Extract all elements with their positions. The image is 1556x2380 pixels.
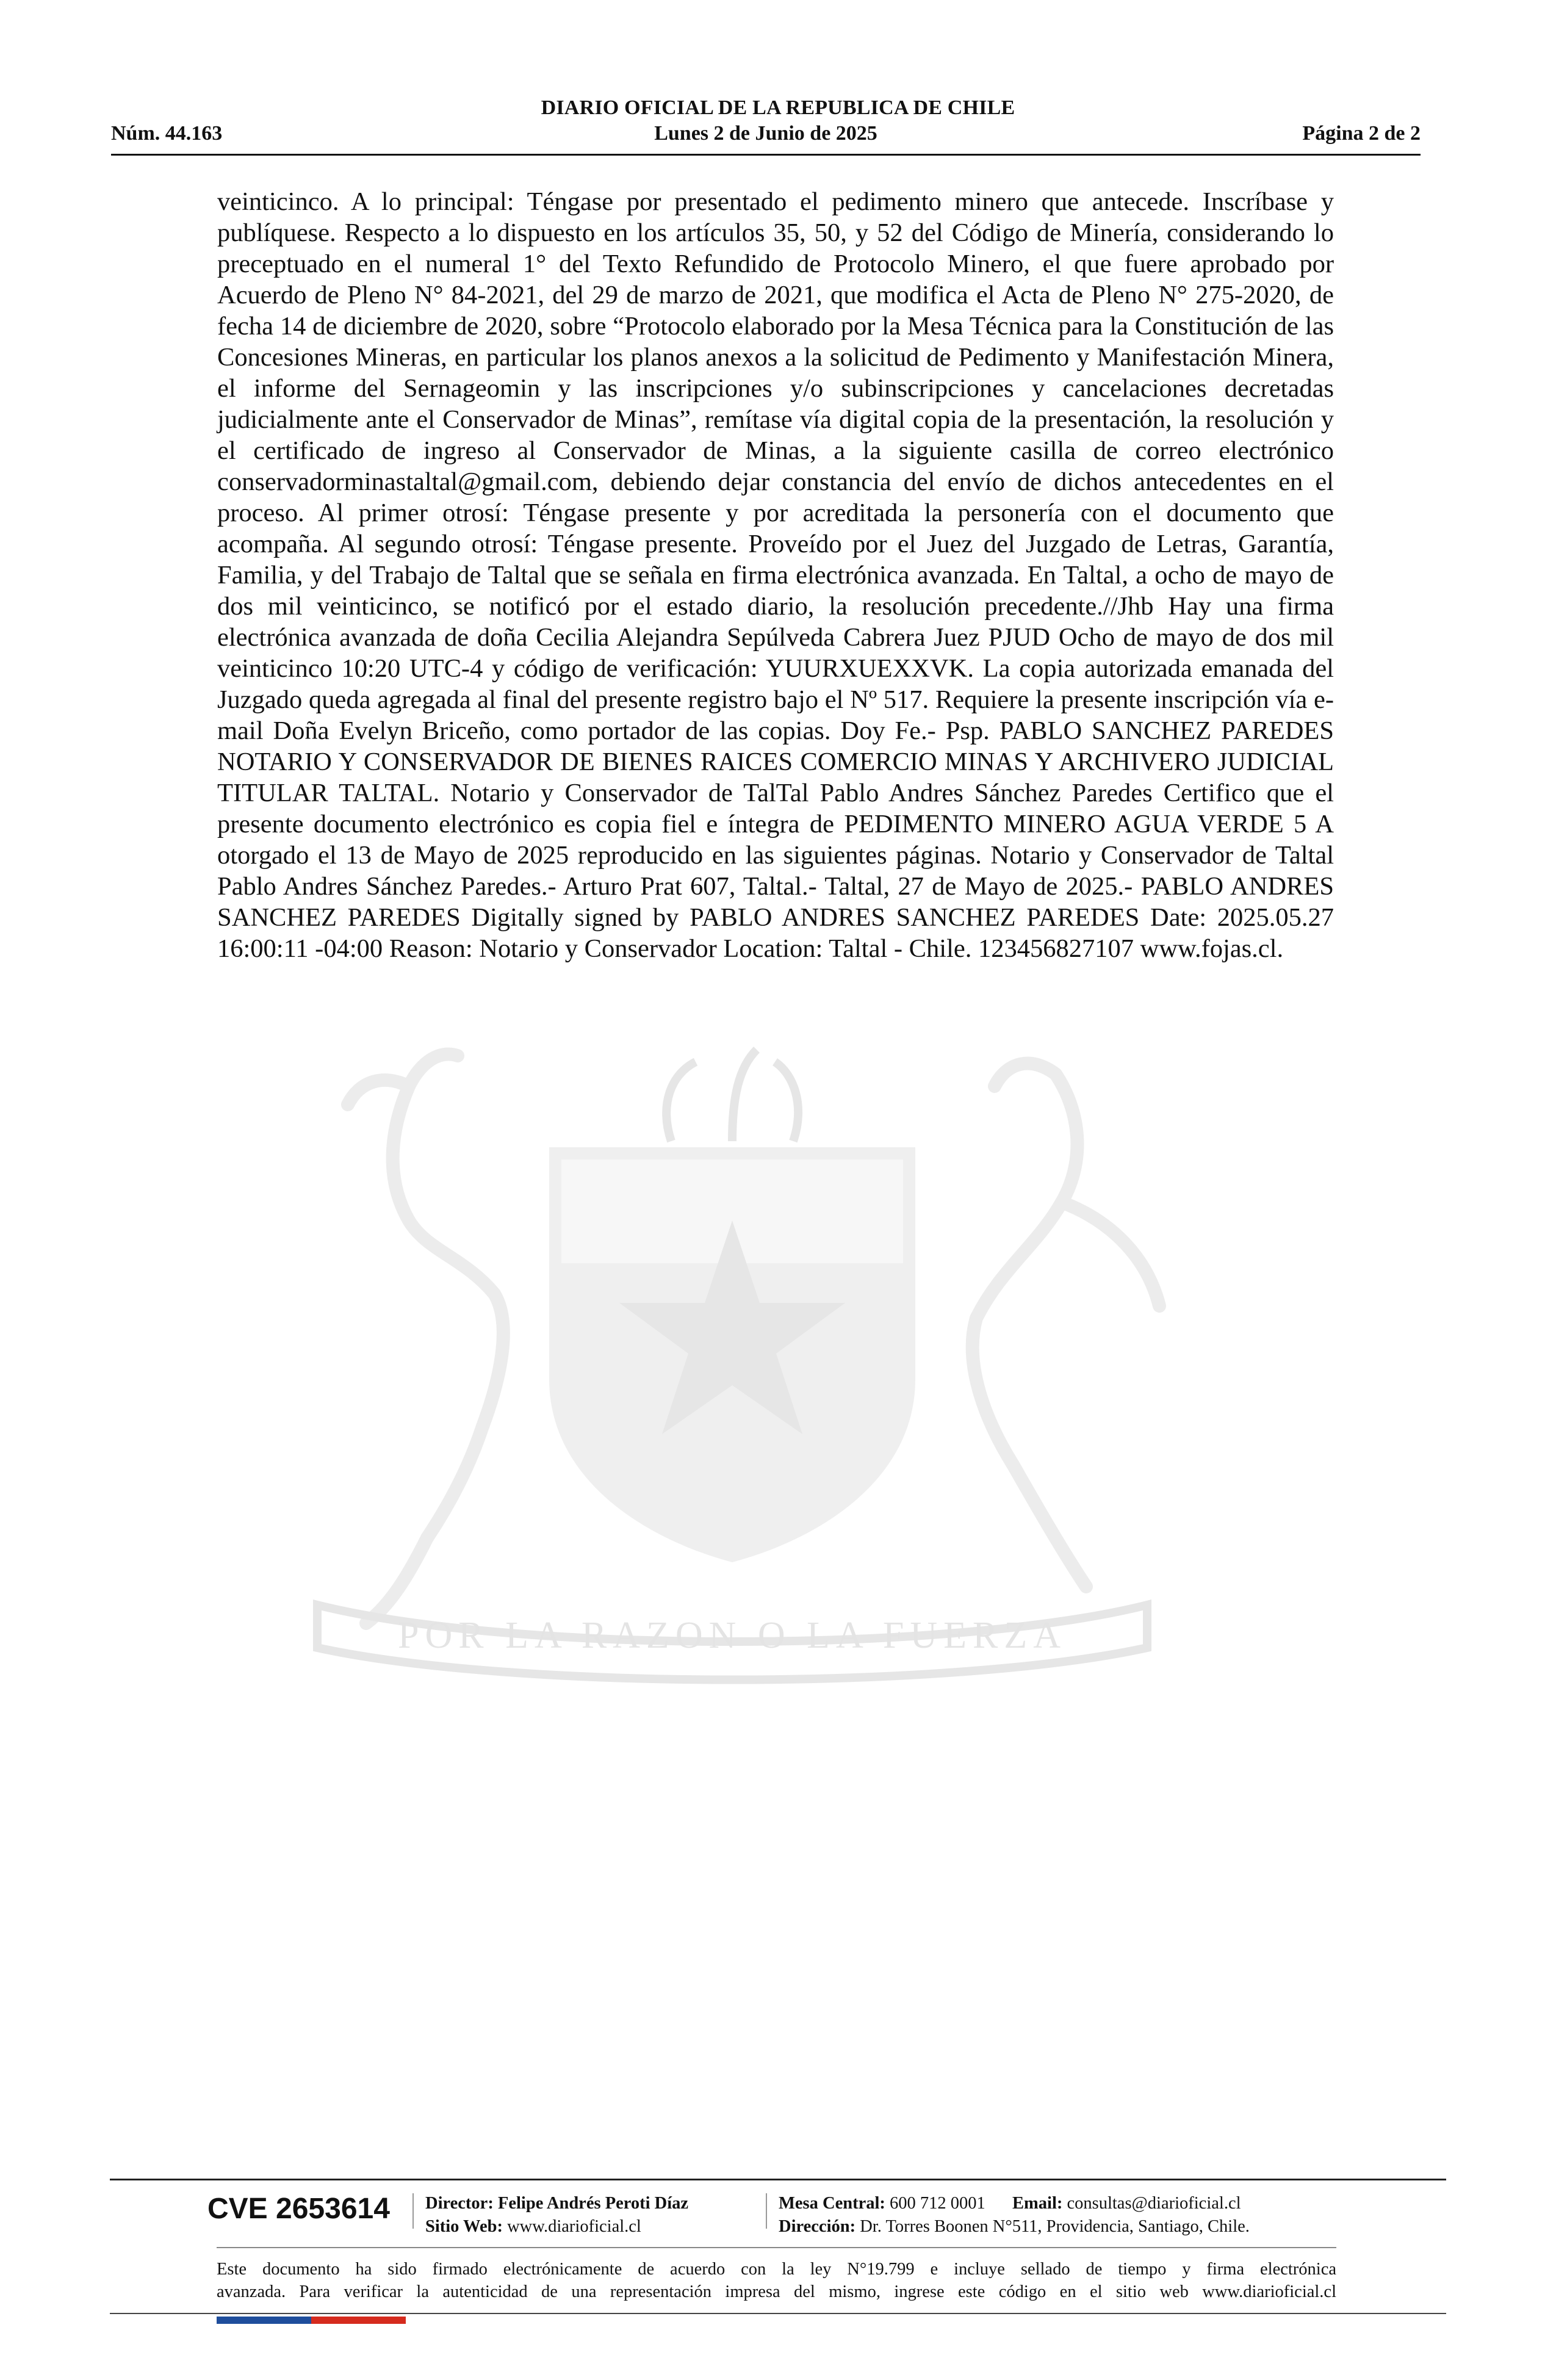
footer-top-divider (110, 2179, 1446, 2180)
mesa-central-label: Mesa Central: (779, 2194, 885, 2213)
flag-stripe-blue (217, 2317, 311, 2324)
footer-separator (766, 2193, 767, 2229)
coat-of-arms-motto: POR LA RAZON O LA FUERZA (397, 1615, 1067, 1656)
footer-middle-divider (217, 2247, 1336, 2248)
cve-code: CVE 2653614 (207, 2193, 390, 2225)
legal-notice (217, 2258, 1336, 2303)
website-link[interactable]: www.diarioficial.cl (507, 2217, 641, 2236)
page-number: Página 2 de 2 (1302, 122, 1421, 145)
header-divider (111, 154, 1421, 156)
director-line (425, 2192, 688, 2215)
document-body-text: veinticinco. A lo principal: Téngase por presentado el pedimento minero que antecede. Inscríbase y publíquese. Respecto a lo dispuesto en los artículos 35, 50, y 52 del Código de Minería, considerando lo preceptuado en el numeral 1° del Texto Refundido de Protocolo Minero, el que fuere aprobado por Acuerdo de Pleno N° 84-2021, del 29 de marzo de 2021, que modifica el Acta de Pleno N° 275-2020, de fecha 14 de diciembre de 2020, sobre “Protocolo elaborado por la Mesa Técnica para la Constitución de las Concesiones Mineras, en particular los planos anexos a la solicitud de Pedimento y Manifestación Minera, el informe del Sernageomin y las inscripciones y/o subinscripciones y cancelaciones decretadas judicialmente ante el Conservador de Minas”, remítase vía digital copia de la presentación, la resolución y el certificado de ingreso al Conservador de Minas, a la siguiente casilla de correo electrónico conservadorminastaltal@gmail.com, debiendo dejar constancia del envío de dichos antecedentes en el proceso. Al primer otrosí: Téngase presente y por acreditada la personería con el documento que acompaña. Al segundo otrosí: Téngase presente. Proveído por el Juez del Juzgado de Letras, Garantía, Familia, y del Trabajo de Taltal que se señala en firma electrónica avanzada. En Taltal, a ocho de mayo de dos mil veinticinco, se notificó por el estado diario, la resolución precedente.//Jhb Hay una firma electrónica avanzada de doña Cecilia Alejandra Sepúlveda Cabrera Juez PJUD Ocho de mayo de dos mil veinticinco 10:20 UTC-4 y código de verificación: YUURXUEXXVK. La copia autorizada emanada del Juzgado queda agregada al final del presente registro bajo el Nº 517. Requiere la presente inscripción vía e-mail Doña Evelyn Briceño, como portador de las copias. Doy Fe.- Psp. PABLO SANCHEZ PAREDES NOTARIO Y CONSERVADOR DE BIENES RAICES COMERCIO MINAS Y ARCHIVERO JUDICIAL TITULAR TALTAL. Notario y Conservador de TalTal Pablo Andres Sánchez Paredes Certifico que el presente documento electrónico es copia fiel e íntegra de PEDIMENTO MINERO AGUA VERDE 5 A otorgado el 13 de Mayo de 2025 reproducido en las siguientes páginas. Notario y Conservador de Taltal Pablo Andres Sánchez Paredes.- Arturo Prat 607, Taltal.- Taltal, 27 de Mayo de 2025.- PABLO ANDRES SANCHEZ PAREDES Digitally signed by PABLO ANDRES SANCHEZ PAREDES Date: 2025.05.27 16:00:11 -04:00 Reason: Notario y Conservador Location: Taltal - Chile. 123456827107 www.fojas.cl. (217, 187, 1334, 963)
legal-notice-line: avanzada. Para verificar la autenticidad de una representación impresa del mismo, ingrese este código en el sitio web www.diarioficial.cl (217, 2282, 1336, 2301)
legal-notice-line: Este documento ha sido firmado electrónicamente de acuerdo con la ley N°19.799 e incluye sellado de tiempo y firma electrónica (217, 2260, 1336, 2279)
address-line (779, 2215, 1250, 2238)
email-link[interactable]: consultas@diarioficial.cl (1067, 2194, 1241, 2213)
director-label: Director: (425, 2194, 494, 2213)
coat-of-arms-watermark-icon (207, 1037, 1257, 1684)
email-label: Email: (1012, 2194, 1063, 2213)
newspaper-title: DIARIO OFICIAL DE LA REPUBLICA DE CHILE (541, 96, 1015, 119)
issue-date: Lunes 2 de Junio de 2025 (654, 122, 877, 145)
address-value: Dr. Torres Boonen N°511, Providencia, Santiago, Chile. (860, 2217, 1250, 2236)
issue-number: Núm. 44.163 (111, 122, 223, 145)
website-line (425, 2215, 641, 2238)
footer-separator (412, 2193, 414, 2229)
website-label: Sitio Web: (425, 2217, 503, 2236)
header-row (111, 122, 1421, 148)
footer-bottom-divider (110, 2313, 1446, 2314)
director-value: Felipe Andrés Peroti Díaz (497, 2194, 689, 2213)
mesa-central-value: 600 712 0001 (890, 2194, 985, 2213)
contact-line (779, 2192, 1241, 2215)
address-label: Dirección: (779, 2217, 856, 2236)
flag-stripe-red (311, 2317, 406, 2324)
